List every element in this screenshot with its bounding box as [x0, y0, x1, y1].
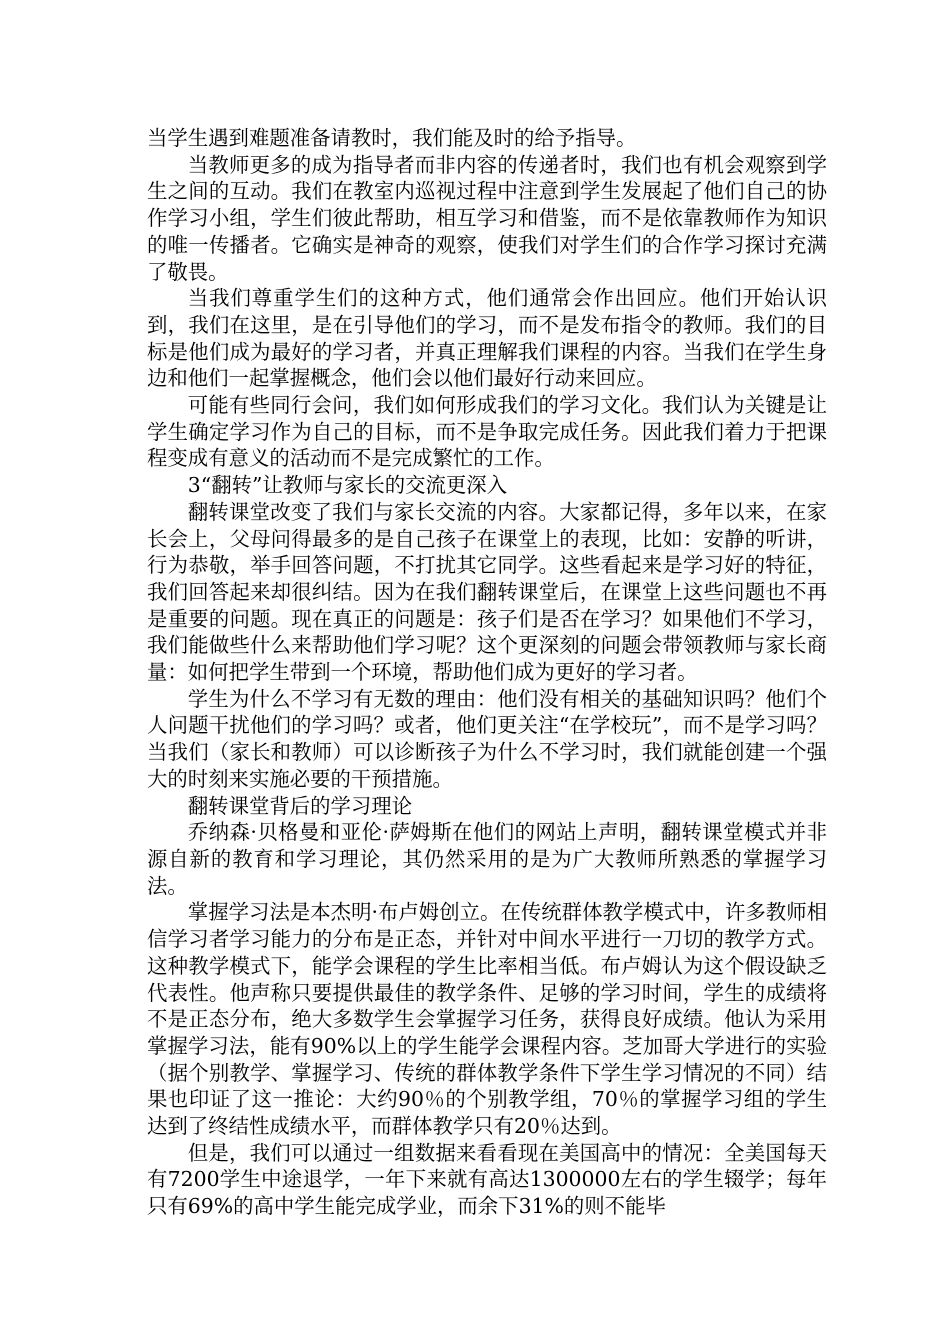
document-body — [147, 125, 827, 1220]
paragraph-continuation: 当学生遇到难题准备请教时，我们能及时的给予指导。 — [147, 126, 637, 150]
paragraph: 掌握学习法是本杰明·布卢姆创立。在传统群体教学模式中，许多教师相信学习者学习能力的分布是正态，并针对中间水平进行一刀切的教学方式。这种教学模式下，能学会课程的学生比率相当低。布卢姆认为这个假设缺乏代表性。他声称只要提供最佳的教学条件、足够的学习时间，学生的成绩将不是正态分布，绝大多数学生会掌握学习任务，获得良好成绩。他认为采用掌握学习法，能有90%以上的学生能学会课程内容。芝加哥大学进行的实验（据个别教学、掌握学习、传统的群体教学条件下学生学习情况的不同）结果也印证了这一推论：大约90％的个别教学组，70％的掌握学习组的学生达到了终结性成绩水平，而群体教学只有20％达到。 — [147, 900, 827, 1139]
paragraph: 可能有些同行会问，我们如何形成我们的学习文化。我们认为关键是让学生确定学习作为自己的目标，而不是争取完成任务。因此我们着力于把课程变成有意义的活动而不是完成繁忙的工作。 — [147, 393, 827, 471]
section-heading: 翻转课堂背后的学习理论 — [187, 793, 413, 818]
paragraph: 当我们尊重学生们的这种方式，他们通常会作出回应。他们开始认识到，我们在这里，是在引导他们的学习，而不是发布指令的教师。我们的目标是他们成为最好的学习者，并真正理解我们课程的内容。当我们在学生身边和他们一起掌握概念，他们会以他们最好行动来回应。 — [147, 286, 827, 391]
paragraph: 学生为什么不学习有无数的理由：他们没有相关的基础知识吗？他们个人问题干扰他们的学习吗？或者，他们更关注“在学校玩”，而不是学习吗？当我们（家长和教师）可以诊断孩子为什么不学习时，我们就能创建一个强大的时刻来实施必要的干预措施。 — [147, 686, 827, 791]
paragraph: 乔纳森·贝格曼和亚伦·萨姆斯在他们的网站上声明，翻转课堂模式并非源自新的教育和学习理论，其仍然采用的是为广大教师所熟悉的掌握学习法。 — [147, 820, 827, 898]
section-heading: 3“翻转”让教师与家长的交流更深入 — [187, 473, 508, 498]
paragraph: 翻转课堂改变了我们与家长交流的内容。大家都记得，多年以来，在家长会上，父母问得最多的是自己孩子在课堂上的表现，比如：安静的听讲，行为恭敬，举手回答问题，不打扰其它同学。这些看起来是学习好的特征，我们回答起来却很纠结。因为在我们翻转课堂后，在课堂上这些问题也不再是重要的问题。现在真正的问题是：孩子们是否在学习？如果他们不学习，我们能做些什么来帮助他们学习呢？这个更深刻的问题会带领教师与家长商量：如何把学生带到一个环境，帮助他们成为更好的学习者。 — [147, 499, 827, 685]
paragraph: 但是，我们可以通过一组数据来看看现在美国高中的情况：全美国每天有7200学生中途退学，一年下来就有高达1300000左右的学生辍学；每年只有69%的高中学生能完成学业，而余下31%的则不能毕 — [147, 1140, 827, 1219]
paragraph: 当教师更多的成为指导者而非内容的传递者时，我们也有机会观察到学生之间的互动。我们在教室内巡视过程中注意到学生发展起了他们自己的协作学习小组，学生们彼此帮助，相互学习和借鉴，而不是依靠教师作为知识的唯一传播者。它确实是神奇的观察，使我们对学生们的合作学习探讨充满了敬畏。 — [147, 152, 827, 284]
